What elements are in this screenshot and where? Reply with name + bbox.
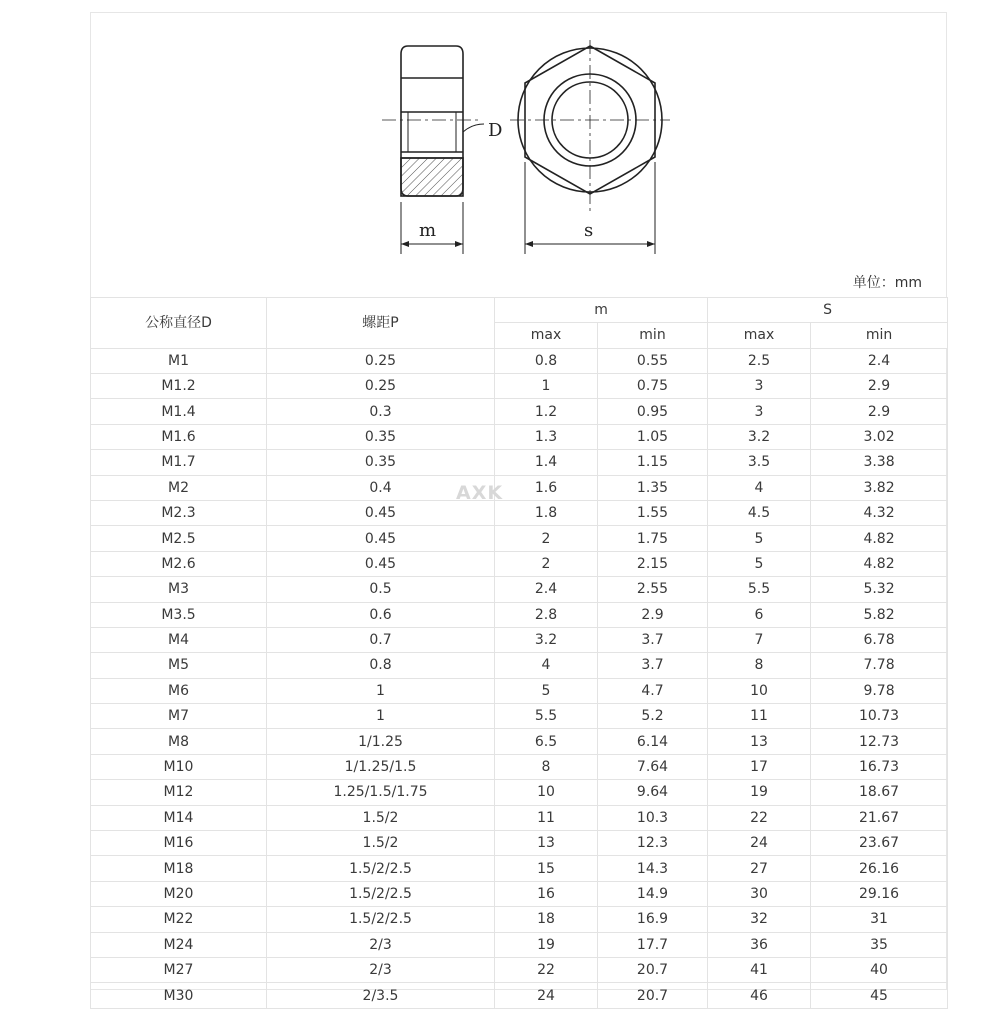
cell-pitch: 0.25 — [267, 348, 495, 373]
cell-pitch: 0.3 — [267, 399, 495, 424]
cell-nominal-diameter: M2.3 — [91, 500, 267, 525]
cell-s-max: 13 — [708, 729, 811, 754]
cell-m-max: 1.6 — [495, 475, 598, 500]
cell-m-min: 3.7 — [598, 627, 708, 652]
cell-m-max: 3.2 — [495, 627, 598, 652]
cell-nominal-diameter: M10 — [91, 754, 267, 779]
cell-m-min: 1.75 — [598, 526, 708, 551]
cell-m-max: 22 — [495, 957, 598, 982]
cell-m-max: 1 — [495, 373, 598, 398]
cell-s-min: 6.78 — [811, 627, 948, 652]
cell-s-min: 4.32 — [811, 500, 948, 525]
table-row — [91, 399, 948, 424]
table-row — [91, 805, 948, 830]
table-row — [91, 373, 948, 398]
label-d: D — [488, 120, 503, 141]
table-row — [91, 450, 948, 475]
cell-s-max: 41 — [708, 957, 811, 982]
cell-m-min: 1.55 — [598, 500, 708, 525]
table-row — [91, 831, 948, 856]
cell-s-max: 5.5 — [708, 577, 811, 602]
cell-s-max: 10 — [708, 678, 811, 703]
cell-m-min: 7.64 — [598, 754, 708, 779]
cell-m-max: 16 — [495, 881, 598, 906]
cell-pitch: 0.6 — [267, 602, 495, 627]
cell-m-min: 9.64 — [598, 780, 708, 805]
spec-table — [90, 297, 948, 1009]
cell-pitch: 0.35 — [267, 450, 495, 475]
cell-nominal-diameter: M4 — [91, 627, 267, 652]
cell-s-max: 17 — [708, 754, 811, 779]
cell-m-min: 6.14 — [598, 729, 708, 754]
cell-s-min: 3.82 — [811, 475, 948, 500]
cell-pitch: 1.5/2 — [267, 805, 495, 830]
cell-nominal-diameter: M5 — [91, 653, 267, 678]
cell-s-max: 30 — [708, 881, 811, 906]
table-row — [91, 475, 948, 500]
table-row — [91, 577, 948, 602]
cell-m-min: 3.7 — [598, 653, 708, 678]
table-row — [91, 957, 948, 982]
cell-s-min: 35 — [811, 932, 948, 957]
table-row — [91, 932, 948, 957]
cell-s-max: 3.2 — [708, 424, 811, 449]
cell-m-max: 6.5 — [495, 729, 598, 754]
cell-nominal-diameter: M6 — [91, 678, 267, 703]
header-s: S — [708, 298, 948, 323]
watermark: AXK — [456, 482, 504, 504]
cell-m-max: 10 — [495, 780, 598, 805]
cell-nominal-diameter: M27 — [91, 957, 267, 982]
cell-s-max: 3 — [708, 373, 811, 398]
cell-s-min: 10.73 — [811, 704, 948, 729]
cell-m-min: 0.95 — [598, 399, 708, 424]
cell-m-max: 0.8 — [495, 348, 598, 373]
cell-nominal-diameter: M8 — [91, 729, 267, 754]
cell-m-min: 2.55 — [598, 577, 708, 602]
cell-nominal-diameter: M30 — [91, 983, 267, 1008]
cell-nominal-diameter: M1 — [91, 348, 267, 373]
cell-nominal-diameter: M1.2 — [91, 373, 267, 398]
cell-pitch: 0.45 — [267, 551, 495, 576]
cell-m-max: 11 — [495, 805, 598, 830]
spec-table-body — [91, 348, 948, 1008]
cell-s-min: 9.78 — [811, 678, 948, 703]
cell-s-min: 26.16 — [811, 856, 948, 881]
cell-pitch: 1/1.25/1.5 — [267, 754, 495, 779]
cell-m-min: 0.55 — [598, 348, 708, 373]
cell-s-min: 23.67 — [811, 831, 948, 856]
cell-nominal-diameter: M1.4 — [91, 399, 267, 424]
table-row — [91, 856, 948, 881]
cell-s-min: 7.78 — [811, 653, 948, 678]
cell-pitch: 0.45 — [267, 500, 495, 525]
cell-s-min: 40 — [811, 957, 948, 982]
cell-nominal-diameter: M2.5 — [91, 526, 267, 551]
cell-s-max: 32 — [708, 907, 811, 932]
cell-pitch: 0.8 — [267, 653, 495, 678]
cell-nominal-diameter: M14 — [91, 805, 267, 830]
cell-s-min: 5.82 — [811, 602, 948, 627]
cell-m-max: 2.8 — [495, 602, 598, 627]
cell-pitch: 0.35 — [267, 424, 495, 449]
cell-pitch: 2/3 — [267, 932, 495, 957]
cell-m-max: 8 — [495, 754, 598, 779]
cell-s-max: 27 — [708, 856, 811, 881]
cell-pitch: 0.25 — [267, 373, 495, 398]
table-row — [91, 881, 948, 906]
cell-m-min: 1.05 — [598, 424, 708, 449]
table-row — [91, 424, 948, 449]
cell-s-max: 5 — [708, 551, 811, 576]
cell-m-max: 13 — [495, 831, 598, 856]
cell-m-min: 20.7 — [598, 957, 708, 982]
header-pitch: 螺距P — [267, 298, 495, 349]
cell-m-min: 2.15 — [598, 551, 708, 576]
cell-pitch: 0.7 — [267, 627, 495, 652]
cell-m-min: 16.9 — [598, 907, 708, 932]
cell-m-min: 2.9 — [598, 602, 708, 627]
cell-m-max: 5.5 — [495, 704, 598, 729]
table-row — [91, 704, 948, 729]
cell-s-max: 8 — [708, 653, 811, 678]
hex-nut-diagram — [90, 12, 947, 270]
cell-nominal-diameter: M24 — [91, 932, 267, 957]
cell-s-max: 11 — [708, 704, 811, 729]
cell-s-max: 4.5 — [708, 500, 811, 525]
cell-pitch: 2/3.5 — [267, 983, 495, 1008]
cell-m-max: 5 — [495, 678, 598, 703]
cell-nominal-diameter: M12 — [91, 780, 267, 805]
table-row — [91, 729, 948, 754]
cell-nominal-diameter: M2.6 — [91, 551, 267, 576]
table-row — [91, 627, 948, 652]
cell-pitch: 0.4 — [267, 475, 495, 500]
cell-s-max: 3 — [708, 399, 811, 424]
table-row — [91, 678, 948, 703]
cell-m-min: 4.7 — [598, 678, 708, 703]
cell-s-max: 5 — [708, 526, 811, 551]
cell-m-min: 0.75 — [598, 373, 708, 398]
cell-nominal-diameter: M3 — [91, 577, 267, 602]
cell-pitch: 1/1.25 — [267, 729, 495, 754]
cell-nominal-diameter: M22 — [91, 907, 267, 932]
cell-s-min: 21.67 — [811, 805, 948, 830]
cell-s-max: 3.5 — [708, 450, 811, 475]
header-s-min: min — [811, 323, 948, 348]
cell-s-min: 18.67 — [811, 780, 948, 805]
cell-pitch: 1.25/1.5/1.75 — [267, 780, 495, 805]
cell-nominal-diameter: M2 — [91, 475, 267, 500]
cell-s-max: 19 — [708, 780, 811, 805]
cell-s-min: 4.82 — [811, 526, 948, 551]
cell-pitch: 1.5/2/2.5 — [267, 907, 495, 932]
cell-s-max: 24 — [708, 831, 811, 856]
cell-m-max: 4 — [495, 653, 598, 678]
cell-s-min: 2.9 — [811, 373, 948, 398]
cell-pitch: 1.5/2/2.5 — [267, 856, 495, 881]
cell-m-max: 24 — [495, 983, 598, 1008]
header-m: m — [495, 298, 708, 323]
cell-pitch: 1 — [267, 678, 495, 703]
cell-m-min: 10.3 — [598, 805, 708, 830]
header-nominal-diameter: 公称直径D — [91, 298, 267, 349]
cell-nominal-diameter: M3.5 — [91, 602, 267, 627]
cell-s-min: 16.73 — [811, 754, 948, 779]
cell-m-min: 20.7 — [598, 983, 708, 1008]
cell-nominal-diameter: M20 — [91, 881, 267, 906]
cell-m-max: 1.8 — [495, 500, 598, 525]
label-m: m — [419, 220, 437, 241]
table-row — [91, 500, 948, 525]
table-row — [91, 653, 948, 678]
table-row — [91, 780, 948, 805]
table-row — [91, 754, 948, 779]
cell-m-max: 2 — [495, 526, 598, 551]
table-row — [91, 907, 948, 932]
cell-s-max: 46 — [708, 983, 811, 1008]
cell-s-min: 2.4 — [811, 348, 948, 373]
cell-s-max: 36 — [708, 932, 811, 957]
cell-s-min: 29.16 — [811, 881, 948, 906]
header-m-min: min — [598, 323, 708, 348]
cell-s-max: 7 — [708, 627, 811, 652]
cell-s-min: 31 — [811, 907, 948, 932]
cell-m-max: 1.3 — [495, 424, 598, 449]
cell-m-min: 17.7 — [598, 932, 708, 957]
cell-m-max: 19 — [495, 932, 598, 957]
cell-pitch: 0.5 — [267, 577, 495, 602]
cell-m-min: 5.2 — [598, 704, 708, 729]
cell-s-min: 2.9 — [811, 399, 948, 424]
cell-pitch: 0.45 — [267, 526, 495, 551]
cell-s-min: 5.32 — [811, 577, 948, 602]
hex-nut-drawing — [90, 12, 947, 270]
cell-nominal-diameter: M1.7 — [91, 450, 267, 475]
cell-s-min: 3.38 — [811, 450, 948, 475]
cell-m-min: 1.15 — [598, 450, 708, 475]
cell-m-max: 1.4 — [495, 450, 598, 475]
table-row — [91, 526, 948, 551]
cell-m-min: 14.3 — [598, 856, 708, 881]
label-s: s — [584, 220, 594, 241]
cell-m-min: 12.3 — [598, 831, 708, 856]
cell-pitch: 1.5/2 — [267, 831, 495, 856]
cell-s-max: 4 — [708, 475, 811, 500]
cell-s-min: 3.02 — [811, 424, 948, 449]
cell-m-max: 1.2 — [495, 399, 598, 424]
cell-s-min: 45 — [811, 983, 948, 1008]
cell-nominal-diameter: M1.6 — [91, 424, 267, 449]
cell-m-max: 15 — [495, 856, 598, 881]
header-m-max: max — [495, 323, 598, 348]
cell-m-min: 14.9 — [598, 881, 708, 906]
cell-m-max: 18 — [495, 907, 598, 932]
cell-pitch: 1 — [267, 704, 495, 729]
cell-s-max: 6 — [708, 602, 811, 627]
cell-nominal-diameter: M18 — [91, 856, 267, 881]
cell-m-max: 2.4 — [495, 577, 598, 602]
cell-nominal-diameter: M16 — [91, 831, 267, 856]
table-row — [91, 348, 948, 373]
cell-s-max: 22 — [708, 805, 811, 830]
cell-m-max: 2 — [495, 551, 598, 576]
table-row — [91, 983, 948, 1008]
table-row — [91, 551, 948, 576]
cell-s-min: 4.82 — [811, 551, 948, 576]
cell-pitch: 1.5/2/2.5 — [267, 881, 495, 906]
table-row — [91, 602, 948, 627]
cell-s-min: 12.73 — [811, 729, 948, 754]
unit-label: 单位：mm — [852, 275, 922, 291]
cell-nominal-diameter: M7 — [91, 704, 267, 729]
cell-s-max: 2.5 — [708, 348, 811, 373]
cell-pitch: 2/3 — [267, 957, 495, 982]
header-s-max: max — [708, 323, 811, 348]
cell-m-min: 1.35 — [598, 475, 708, 500]
